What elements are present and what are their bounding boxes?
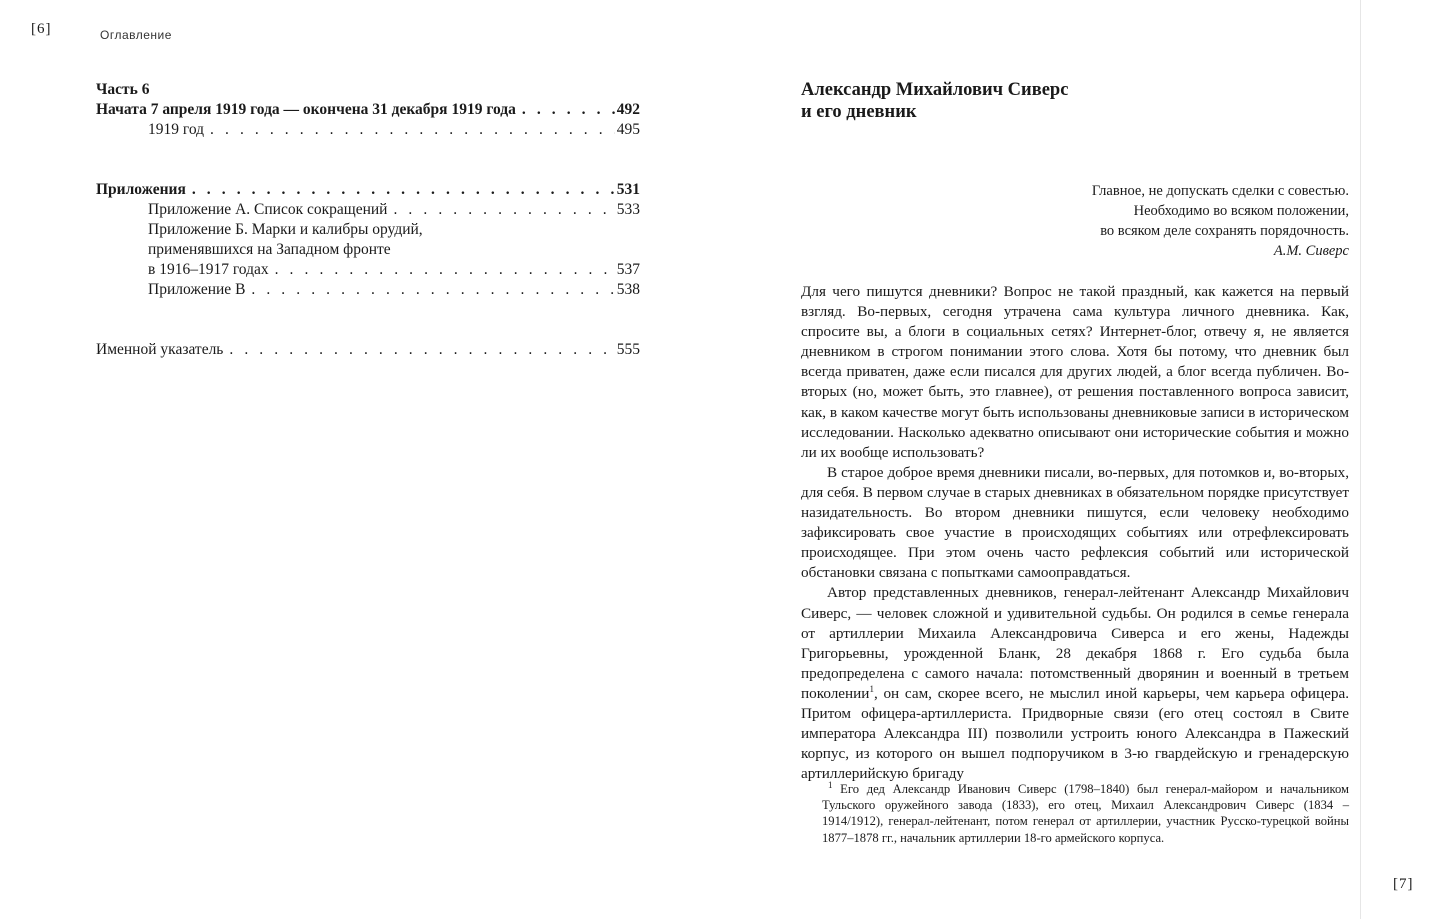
toc-entry-title: Приложения xyxy=(96,181,186,198)
article-title-line2: и его дневник xyxy=(801,102,917,122)
toc-entry-title: Приложение А. Список сокращений xyxy=(148,201,388,218)
toc-entry-appendix-b-line2[interactable]: применявшихся на Западном фронте xyxy=(148,241,391,258)
toc-part6-title: Часть 6 xyxy=(96,81,150,98)
left-page-number: [6] xyxy=(31,21,52,37)
footnote-reference[interactable]: 1 xyxy=(869,683,874,694)
epigraph-line: Необходимо во всяком положении, xyxy=(1133,203,1349,219)
toc-entry-title: в 1916–1917 годах xyxy=(148,261,269,278)
toc-entry-title: Начата 7 апреля 1919 года — окончена 31 декабря 1919 года xyxy=(96,101,516,118)
toc-leader-dots xyxy=(275,260,615,280)
toc-leader-dots xyxy=(393,200,614,220)
footnote-marker: 1 xyxy=(828,779,833,790)
toc-leader-dots xyxy=(522,100,615,120)
toc-entry-page: 538 xyxy=(616,281,640,298)
toc-entry-appendices[interactable] xyxy=(96,180,640,200)
toc-entry-title: Приложение В xyxy=(148,281,246,298)
toc-entry-page: 555 xyxy=(616,341,640,358)
toc-entry-title: Именной указатель xyxy=(96,341,224,358)
toc-entry-part6[interactable] xyxy=(96,100,640,120)
toc-entry-page: 537 xyxy=(616,261,640,278)
article-body xyxy=(801,282,1349,784)
toc-entry-page: 533 xyxy=(616,201,640,218)
running-head: Оглавление xyxy=(100,28,172,42)
toc-entry-index[interactable] xyxy=(96,340,640,360)
toc-leader-dots xyxy=(229,340,614,360)
toc-entry-title: 1919 год xyxy=(148,121,205,138)
toc-entry-appendix-b[interactable] xyxy=(96,260,640,280)
paragraph-1: Для чего пишутся дневники? Вопрос не такой праздный, как кажется на первый взгляд. Во-первых, сегодня утрачена сама культура личного дневника. Как, спросите вы, а блоги в социальных сетях? Интернет-блог, отвечу я, не является дневником в строгом понимании этого слова. Хотя бы потому, что дневник был всегда приватен, даже если писался для других людей, а блог всегда публичен. Во-вторых (но, может быть, это главнее), от решения поставленного вопроса зависит, как, в каком качестве могут быть использованы дневниковые записи в историческом исследовании. Насколько адекватно описывают они исторические события и можно ли их вообще использовать? xyxy=(801,283,1349,461)
table-of-contents xyxy=(96,80,640,360)
toc-entry-appendix-a[interactable] xyxy=(96,200,640,220)
paragraph-3 xyxy=(801,583,1349,784)
article-title-line1: Александр Михайлович Сиверс xyxy=(801,80,1069,100)
toc-entry-page: 495 xyxy=(616,121,640,138)
footnote-text: Его дед Александр Иванович Сиверс (1798–1840) был генерал-майором и начальником Тульского оружейного завода (1833), его отец, Михаил Александрович Сиверс (1834 – 1914/1912), генерал-лейтенант, потом генерал от артиллерии, участник Русско-турецкой войны 1877–1878 гг., начальник артиллерии 18-го армейского корпуса. xyxy=(822,782,1349,845)
toc-entry-appendix-c[interactable] xyxy=(96,280,640,300)
epigraph-line: во всяком деле сохранять порядочность. xyxy=(1100,223,1349,239)
paragraph-2: В старое доброе время дневники писали, во-первых, для потомков и, во-вторых, для себя. В первом случае в старых дневниках в обязательном порядке присутствует назидательность. Во втором дневники пишутся, если человеку необходимо зафиксировать свое участие в происходящих событиях или отрефлексировать происходящее. При этом очень часто рефлексия событий или исторической обстановки связана с попытками самооправдаться. xyxy=(801,463,1349,582)
epigraph xyxy=(900,181,1349,261)
toc-leader-dots xyxy=(192,180,615,200)
toc-entry-page: 531 xyxy=(616,181,640,198)
epigraph-line: Главное, не допускать сделки с совестью. xyxy=(1091,183,1349,199)
article-title xyxy=(801,79,1321,123)
paragraph-3-part2: , он сам, скорее всего, не мыслил иной карьеры, чем карьера офицера. Притом офицера-артиллериста. Придворные связи (его отец состоял в Свите императора Александра III) позволили устроить юного Александра в Пажеский корпус, из которого он вышел подпоручиком в 3-ю гвардейскую и гренадерскую артиллерийскую бригаду xyxy=(801,684,1349,783)
footnote xyxy=(822,781,1349,846)
toc-entry-appendix-b-line1[interactable]: Приложение Б. Марки и калибры орудий, xyxy=(148,221,423,238)
toc-leader-dots xyxy=(251,280,614,300)
toc-leader-dots xyxy=(210,120,615,140)
paragraph-3-part1: Автор представленных дневников, генерал-лейтенант Александр Михайлович Сиверс, — человек сложной и удивительной судьбы. Он родился в семье генерала от артиллерии Михаила Александровича Сиверса и его жены, Надежды Григорьевны, урожденной Бланк, 28 декабря 1868 г. Его судьба была предопределена с самого начала: потомственный дворянин и военный в третьем поколении xyxy=(801,584,1349,702)
right-page-number: [7] xyxy=(1393,876,1414,892)
toc-entry-1919[interactable] xyxy=(96,120,640,140)
page-edge-divider xyxy=(1360,0,1361,919)
epigraph-author: А.М. Сиверс xyxy=(1273,243,1349,259)
toc-entry-page: 492 xyxy=(616,101,640,118)
